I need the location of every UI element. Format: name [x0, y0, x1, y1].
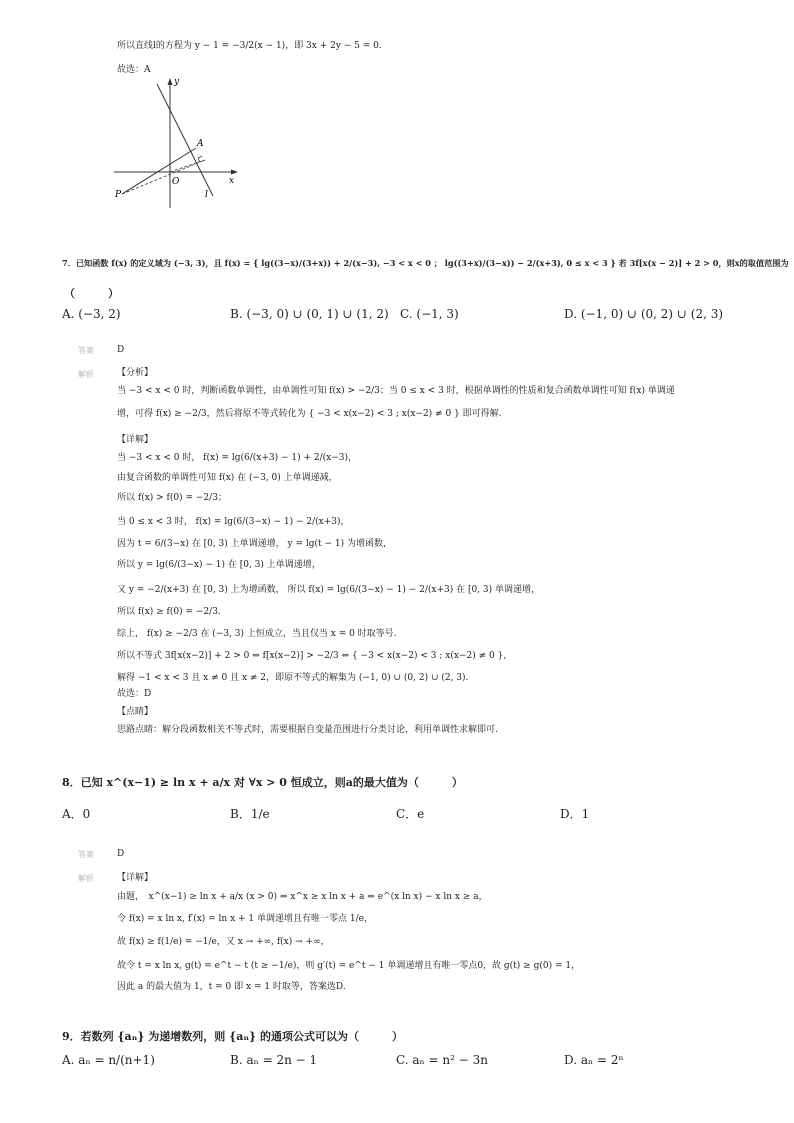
- q7-line: 因为 t = 6/(3−x) 在 [0, 3) 上单调递增， y = lg(t − 1) 为增函数，: [117, 539, 392, 549]
- q8-option-c: C．e: [396, 807, 425, 821]
- q8-line: 故 f(x) ≥ f(1/e) = −1/e，又 x → +∞, f(x) → +∞，: [117, 937, 330, 947]
- q7-option-a: A. (−3, 2): [62, 307, 121, 321]
- line-equation: 所以直线l的方程为 y − 1 = −3/2(x − 1)，即 3x + 2y − 5 = 0.: [117, 41, 382, 51]
- q7-line: 【点睛】: [117, 707, 154, 717]
- q7-line: 所以 f(x) > f(0) = −2/3；: [117, 493, 227, 503]
- q7-line: 【详解】: [117, 435, 154, 445]
- q7-line: 解得 −1 < x < 3 且 x ≠ 0 且 x ≠ 2，即原不等式的解集为 (−1, 0) ∪ (0, 2) ∪ (2, 3).: [117, 673, 469, 683]
- q8-line: 故令 t = x ln x, g(t) = e^t − t (t ≥ −1/e)，则 g′(t) = e^t − 1 单调递增且有唯一零点0，故 g(t) ≥ g(0) = 1，: [117, 961, 581, 971]
- q9-option-c: C. aₙ = n² − 3n: [396, 1053, 488, 1067]
- q7-analysis-label: 解析: [78, 370, 94, 379]
- q8-line: 因此 a 的最大值为 1，t = 0 即 x = 1 时取等，答案选D.: [117, 982, 346, 992]
- q8-line: 令 f(x) = x ln x, f′(x) = ln x + 1 单调递增且有唯一零点 1/e，: [117, 914, 373, 924]
- q7-line: 又 y = −2/(x+3) 在 [0, 3) 上为增函数， 所以 f(x) = lg(6/(3−x) − 1) − 2/(x+3) 在 [0, 3) 单调递增，: [117, 585, 541, 595]
- q7-line: 所以 f(x) ≥ f(0) = −2/3.: [117, 607, 221, 617]
- label-y: y: [174, 77, 180, 87]
- segment-pa: [122, 148, 196, 194]
- q7-line: 当 0 ≤ x < 3 时， f(x) = lg(6/(3−x) − 1) − 2/(x+3)，: [117, 517, 350, 527]
- q7-answer: D: [117, 345, 125, 355]
- q8-option-b: B．1/e: [230, 807, 270, 821]
- label-l: l: [205, 190, 208, 200]
- label-a: A: [197, 139, 204, 149]
- q7-option-c: C. (−1, 3): [400, 307, 459, 321]
- y-axis-arrow: [168, 78, 173, 85]
- dashed-line: [122, 160, 205, 194]
- q7-line: 所以 y = lg(6/(3−x) − 1) 在 [0, 3) 上单调递增，: [117, 560, 321, 570]
- label-o: O: [172, 177, 180, 187]
- q7-line: 思路点睛：解分段函数相关不等式时，需要根据自变量范围进行分类讨论，利用单调性求解即可.: [117, 725, 498, 735]
- q9-stem: 9．若数列 {aₙ} 为递增数列，则 {aₙ} 的通项公式可以为（ ）: [62, 1030, 403, 1043]
- q7-line: 当 −3 < x < 0 时，判断函数单调性，由单调性可知 f(x) > −2/3；当 0 ≤ x < 3 时，根据单调性的性质和复合函数单调性可知 f(x) 单调递: [117, 386, 675, 396]
- q8-answer-label: 答案: [78, 850, 94, 859]
- q8-option-d: D．1: [560, 807, 590, 821]
- q9-option-d: D. aₙ = 2ⁿ: [564, 1053, 624, 1067]
- q7-line: 当 −3 < x < 0 时， f(x) = lg(6/(x+3) − 1) + 2/(x−3)，: [117, 453, 358, 463]
- q9-option-b: B. aₙ = 2n − 1: [230, 1053, 318, 1067]
- q7-line: 【分析】: [117, 368, 154, 378]
- q8-line: 【详解】: [117, 873, 154, 883]
- q7-line: 综上， f(x) ≥ −2/3 在 (−3, 3) 上恒成立，当且仅当 x = 0 时取等号.: [117, 629, 397, 639]
- q9-option-a: A. aₙ = n/(n+1): [62, 1053, 155, 1067]
- q8-analysis-label: 解析: [78, 874, 94, 883]
- q7-line: 增，可得 f(x) ≥ −2/3，然后将原不等式转化为 { −3 < x(x−2) < 3 ; x(x−2) ≠ 0 } 即可得解.: [117, 409, 502, 419]
- q8-stem: 8．已知 x^(x−1) ≥ ln x + a/x 对 ∀x > 0 恒成立，则a的最大值为（ ）: [62, 776, 463, 789]
- q8-option-a: A．0: [62, 807, 91, 821]
- q6-figure: [112, 76, 242, 212]
- q7-answer-label: 答案: [78, 346, 94, 355]
- choice-text: 故选：A: [117, 65, 151, 75]
- q7-line: 故选：D: [117, 689, 152, 699]
- x-axis-arrow: [231, 170, 238, 175]
- q8-line: 由题， x^(x−1) ≥ ln x + a/x (x > 0) ⇔ x^x ≥ x ln x + a ⇔ e^(x ln x) − x ln x ≥ a，: [117, 892, 488, 902]
- q7-option-b: B. (−3, 0) ∪ (0, 1) ∪ (1, 2): [230, 307, 389, 321]
- q8-answer: D: [117, 849, 125, 859]
- q7-line: 所以不等式 3f[x(x−2)] + 2 > 0 ⇔ f[x(x−2)] > −2/3 ⇔ { −3 < x(x−2) < 3 ; x(x−2) ≠ 0 }，: [117, 651, 513, 661]
- q7-stem: 7．已知函数 f(x) 的定义域为 (−3, 3)，且 f(x) = { lg((3−x)/(3+x)) + 2/(x−3), −3 < x < 0 ； lg((3+x)/(3−x)) − 2/(x+3), 0 ≤ x < 3 } 若 3f[x(x − 2)] + 2 > 0，则x的取值范围为: [62, 258, 789, 268]
- q7-option-d: D. (−1, 0) ∪ (0, 2) ∪ (2, 3): [564, 307, 724, 321]
- label-p: P: [115, 190, 122, 200]
- q7-line: 由复合函数的单调性可知 f(x) 在 (−3, 0) 上单调递减，: [117, 473, 338, 483]
- label-x: x: [229, 176, 235, 186]
- q7-paren: （ ）: [64, 287, 119, 300]
- line-l: [157, 84, 213, 196]
